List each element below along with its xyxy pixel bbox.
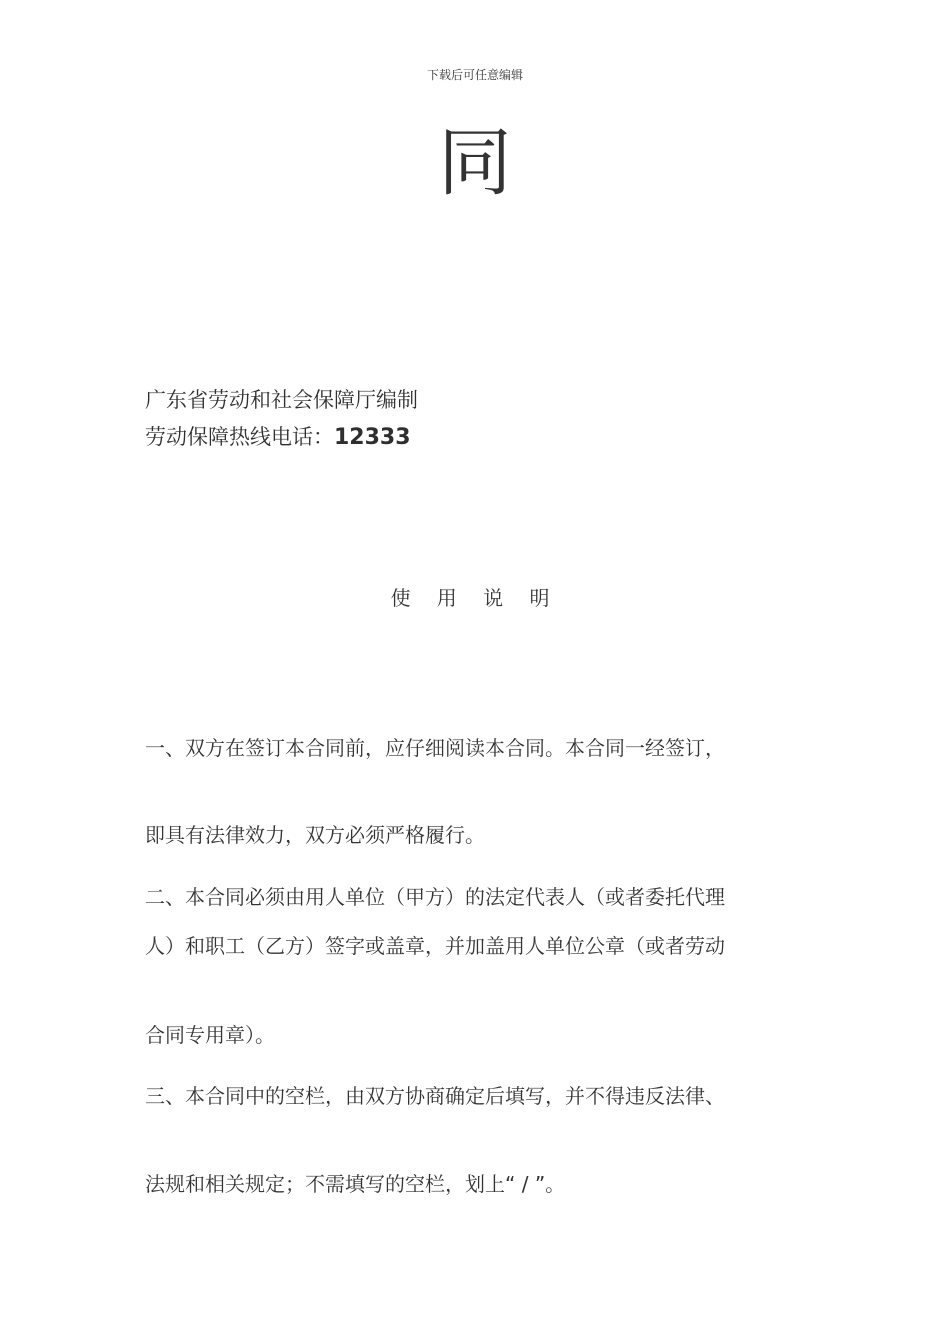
cover-title: 同 <box>438 120 512 206</box>
section-title: 使 用 说 明 <box>390 586 560 610</box>
instruction-line: 一、双方在签订本合同前，应仔细阅读本合同。本合同一经签订， <box>145 736 725 760</box>
instruction-line: 人）和职工（乙方）签字或盖章，并加盖用人单位公章（或者劳动 <box>145 934 725 958</box>
publisher-line: 广东省劳动和社会保障厅编制 <box>145 388 418 412</box>
instruction-line: 二、本合同必须由用人单位（甲方）的法定代表人（或者委托代理 <box>145 885 725 909</box>
instruction-line: 即具有法律效力，双方必须严格履行。 <box>145 823 485 847</box>
header-note: 下载后可任意编辑 <box>426 68 523 82</box>
hotline-line <box>145 422 411 453</box>
hotline-label: 劳动保障热线电话： <box>145 425 334 449</box>
instruction-line: 法规和相关规定；不需填写的空栏，划上“ / ”。 <box>145 1172 566 1196</box>
instruction-line: 三、本合同中的空栏，由双方协商确定后填写，并不得违反法律、 <box>145 1084 725 1108</box>
hotline-number: 12333 <box>334 425 411 450</box>
instruction-line: 合同专用章）。 <box>145 1023 275 1047</box>
